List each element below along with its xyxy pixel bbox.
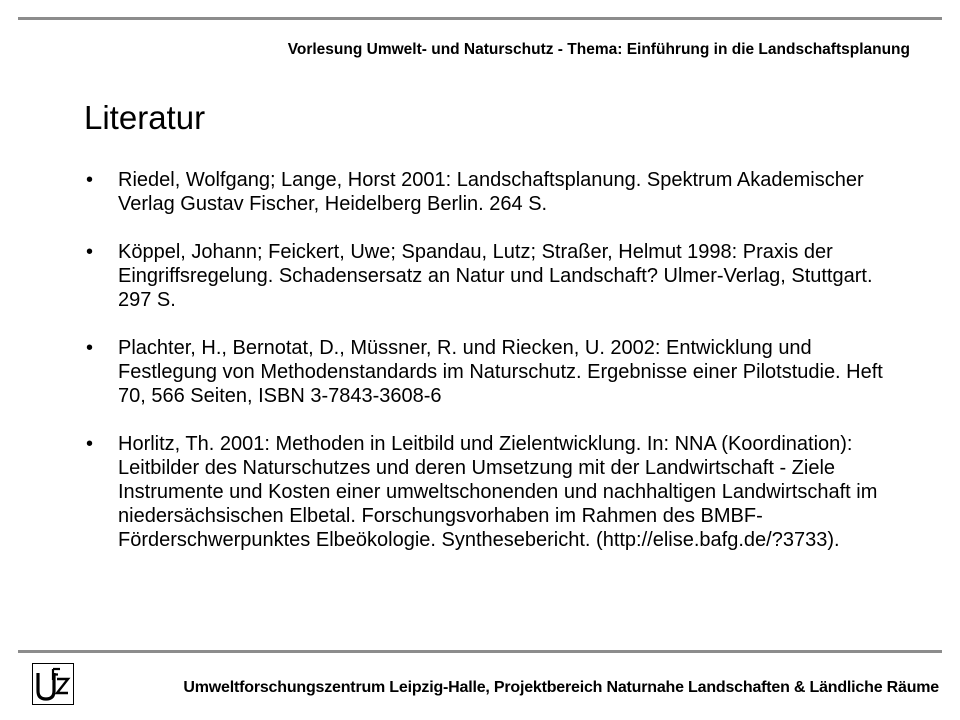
institution-name: Umweltforschungszentrum Leipzig-Halle, Projektbereich Naturnahe Landschaften & Ländliche Räume [183, 679, 939, 696]
reference-text: Plachter, H., Bernotat, D., Müssner, R. und Riecken, U. 2002: Entwicklung und Festlegung von Methodenstandards im Naturschutz. Ergebnisse einer Pilotstudie. Heft 70, 566 Seiten, ISBN 3-7843-3608-6 [118, 337, 883, 407]
slide-title: Literatur [84, 99, 206, 136]
reference-item [84, 336, 904, 408]
reference-list [84, 168, 904, 576]
reference-text: Köppel, Johann; Feickert, Uwe; Spandau, Lutz; Straßer, Helmut 1998: Praxis der Eingriffsregelung. Schadensersatz an Natur und Landschaft? Ulmer-Verlag, Stuttgart. 297 S. [118, 241, 873, 311]
footer-rule [18, 650, 942, 653]
reference-item [84, 240, 904, 312]
bullet: • [86, 169, 94, 191]
bullet: • [86, 337, 94, 359]
reference-item [84, 168, 904, 216]
header-rule [18, 17, 942, 20]
ufz-logo-icon [32, 663, 74, 705]
bullet: • [86, 241, 94, 263]
reference-text: Horlitz, Th. 2001: Methoden in Leitbild und Zielentwicklung. In: NNA (Koordination): Leitbilder des Naturschutzes und deren Umsetzung mit der Landwirtschaft - Ziele Instrumente und Kosten einer umweltschonenden und nachhaltigen Landwirtschaft im niedersächsischen Elbetal. Forschungsvorhaben im Rahmen des BMBF-Förderschwerpunktes Elbeökologie. Synthesebericht. (http://elise.bafg.de/?3733). [118, 433, 878, 551]
reference-item [84, 432, 904, 552]
course-title: Vorlesung Umwelt- und Naturschutz - Thema: Einführung in die Landschaftsplanung [287, 41, 910, 58]
bullet: • [86, 433, 94, 455]
reference-text: Riedel, Wolfgang; Lange, Horst 2001: Landschaftsplanung. Spektrum Akademischer Verlag Gustav Fischer, Heidelberg Berlin. 264 S. [118, 169, 864, 215]
